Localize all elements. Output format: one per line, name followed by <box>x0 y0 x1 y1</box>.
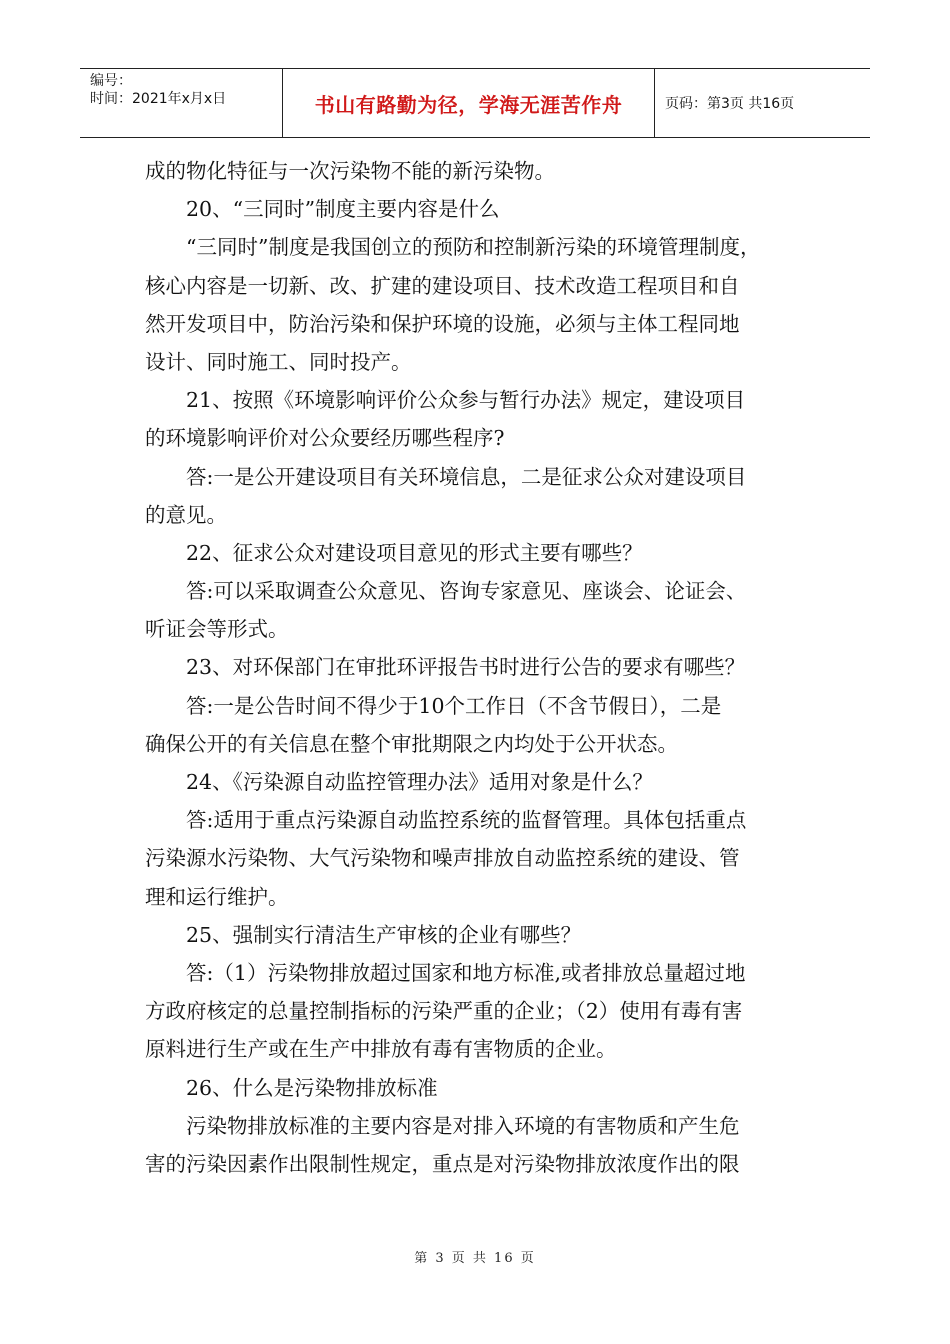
body-line: 的环境影响评价对公众要经历哪些程序? <box>145 426 505 451</box>
page-header <box>80 68 870 138</box>
question-21: 21、按照《环境影响评价公众参与暂行办法》规定，建设项目 <box>186 388 746 413</box>
answer-22: 答:可以采取调查公众意见、咨询专家意见、座谈会、论证会、 <box>186 579 747 604</box>
body-line: 的意见。 <box>145 502 227 527</box>
body-line: 确保公开的有关信息在整个审批期限之内均处于公开状态。 <box>145 731 678 756</box>
body-line: 然开发项目中，防治污染和保护环境的设施，必须与主体工程同地 <box>145 311 740 336</box>
header-meta <box>80 69 283 137</box>
answer-25: 答:（1）污染物排放超过国家和地方标准,或者排放总量超过地 <box>186 960 746 985</box>
body-line: 听证会等形式。 <box>145 617 289 642</box>
body-line: 污染源水污染物、大气污染物和噪声排放自动监控系统的建设、管 <box>145 846 740 871</box>
body-line: 设计、同时施工、同时投产。 <box>145 349 412 374</box>
answer-24: 答:适用于重点污染源自动监控系统的监督管理。具体包括重点 <box>186 808 747 833</box>
answer-23: 答:一是公告时间不得少于10个工作日（不含节假日），二是 <box>186 693 722 718</box>
question-20: 20、“三同时”制度主要内容是什么 <box>186 197 500 222</box>
body-line: 原料进行生产或在生产中排放有毒有害物质的企业。 <box>145 1037 617 1062</box>
document-time-label: 时间：2021年x月x日 <box>90 91 227 107</box>
body-line: 理和运行维护。 <box>145 884 289 909</box>
header-motto: 书山有路勤为径，学海无涯苦作舟 <box>283 69 655 137</box>
page-footer: 第 3 页 共 16 页 <box>414 1251 536 1266</box>
question-25: 25、强制实行清洁生产审核的企业有哪些？ <box>186 922 582 947</box>
document-number-label: 编号： <box>90 73 132 89</box>
body-line: 害的污染因素作出限制性规定，重点是对污染物排放浓度作出的限 <box>145 1151 740 1176</box>
answer-26: 污染物排放标准的主要内容是对排入环境的有害物质和产生危 <box>186 1113 740 1138</box>
body-line: 成的物化特征与一次污染物不能的新污染物。 <box>145 159 555 183</box>
question-23: 23、对环保部门在审批环评报告书时进行公告的要求有哪些？ <box>186 655 746 680</box>
body-line: 核心内容是一切新、改、扩建的建设项目、技术改造工程项目和自 <box>145 273 740 298</box>
question-24: 24、《污染源自动监控管理办法》适用对象是什么？ <box>186 770 653 794</box>
body-line: 方政府核定的总量控制指标的污染严重的企业；（2）使用有毒有害 <box>145 999 743 1024</box>
body-line: “三同时”制度是我国创立的预防和控制新污染的环境管理制度， <box>186 235 761 260</box>
header-page-info: 页码：第3页 共16页 <box>665 96 795 112</box>
document-body <box>145 152 810 1183</box>
question-26: 26、什么是污染物排放标准 <box>186 1075 438 1100</box>
answer-21: 答:一是公开建设项目有关环境信息，二是征求公众对建设项目 <box>186 464 747 489</box>
question-22: 22、征求公众对建设项目意见的形式主要有哪些？ <box>186 540 643 565</box>
